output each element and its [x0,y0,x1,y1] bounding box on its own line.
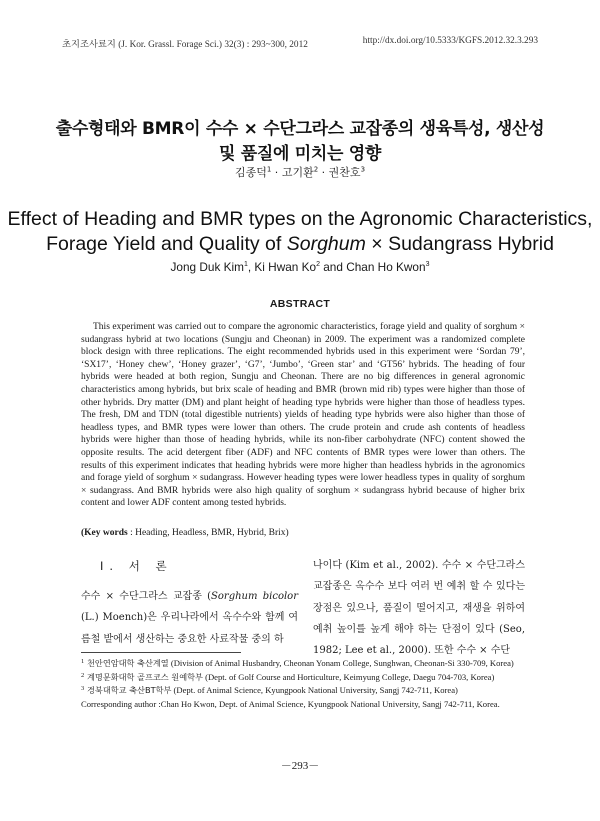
affiliation-ko: 경북대학교 축산BT학부 [87,685,172,695]
korean-title-line1: 출수형태와 BMR이 수수 × 수단그라스 교잡종의 생육특성, 생산성 [55,119,545,139]
footnote-divider [81,652,241,653]
keywords-text: : Heading, Headless, BMR, Hybrid, Brix) [127,528,289,538]
abstract-heading: ABSTRACT [269,298,331,310]
english-title-part: × Sudangrass Hybrid [365,233,554,255]
affiliation-ko: 천안연암대학 축산계열 [87,658,169,668]
intro-text: (L.) Moench)은 우리나라에서 옥수수와 함께 여름철 밭에서 생산하는 중요한 사료작물 중의 하 [81,612,298,645]
intro-left-column [81,586,298,650]
page-number: －293－ [280,760,320,772]
english-title-italic: Sorghum [286,233,366,255]
footnote-3 [81,684,531,698]
affiliation-en: (Dept. of Animal Science, Kyungpook National University, Sangj 742-711, Korea) [171,685,458,695]
footnote-mark: 1 [81,658,85,665]
author-en-1: Jong Duk Kim [170,260,244,274]
affiliation-en: (Dept. of Golf Course and Horticulture, Keimyung College, Daegu 704-703, Korea) [202,671,495,682]
author-en-3: and Chan Ho Kwon [319,260,426,274]
footnote-mark: 2 [81,671,85,679]
english-title-line2 [0,233,600,256]
intro-text: 수수 × 수단그라스 교잡종 ( [81,591,212,602]
english-title-line1: Effect of Heading and BMR types on the Agronomic Characteristics, [7,208,593,230]
author-ko-2: 고기환 [281,166,314,179]
korean-authors [0,164,600,180]
author-ko-2-mark: 2 [313,165,319,174]
author-ko-3: 권찬호 [328,166,361,179]
footnote-mark: 3 [81,685,85,692]
author-ko-1-mark: 1 [266,165,272,174]
corresponding-author-label: Corresponding author : [81,698,161,709]
author-ko-1: 김종덕 [234,166,267,179]
intro-right-column: 나이다 (Kim et al., 2002). 수수 × 수단그라스 교잡종은 옥수수 보다 여러 번 예취 할 수 있다는 장점은 있으나, 품질이 떨어지고, 재생을 위하여 예취 높이를 높게 해야 하는 단점이 있다 (Seo, 1982; Lee et al., 2000). 또한 수수 × 수단 [313,560,525,657]
author-en-1-mark: 1 [243,261,248,269]
corresponding-author-text: Chan Ho Kwon, Dept. of Animal Science, Kyungpook National University, Sangj 742-711, Korea. [160,698,500,709]
abstract-text: This experiment was carried out to compare the agronomic characteristics, forage yield and quality of sorghum × sudangrass hybrid at two locations (Sungju and Cheonan) in 2009. The experiment was a randomized complete block design with three replications. The eight recommended hybrids used in this experiment were ‘Sordan 79’, ‘SX17’, ‘Honey chew’, ‘Honey grazer’, ‘G7’, ‘Jumbo’, ‘Green star’ and ‘GT56’ hybrids. The heading of four hybrids were headed at both region, Sungju and Cheonan. There are no big differences in general agronomic characteristics among hybrids, but brix scale of heading and BMR (brown mid rib) types were higher than those of other hybrids. Dry matter (DM) and plant height of heading type hybrids were higher than those of headless types. The fresh, DM and TDN (total digestible nutrients) yields of heading type hybrids were also higher than those of headless types, and BMR types were lower than others. The crude protein and crude ash contents of headless hybrids were higher than those of heading hybrids, while its non-fiber carbohydrate (NFC) content showed the opposite results. The acid detergent fiber (ADF) and NFC contents of BMR types were lower than others. The results of this experiment indicates that heading hybrids were more higher than headless hybrids in the agronomics and forage yield of sorghum × sudangrass. However heading types were lower headless types in quality of sorghum × sudangrass. And BMR hybrids were also high quality of sorghum × sudangrass hybrid because of higher brix content and lower ADF content among tested hybrids. [81,322,525,509]
english-authors [0,260,600,274]
footnote-1 [81,657,531,671]
abstract-body [81,321,525,510]
corresponding-author [81,698,531,712]
author-separator: · [271,166,282,179]
keywords [81,528,525,538]
korean-title-line2: 및 품질에 미치는 영향 [219,144,381,164]
keywords-label: (Key words [81,528,128,538]
footnotes [81,657,531,711]
author-separator: · [318,166,329,179]
species-name: Sorghum bicolor [211,591,298,602]
author-en-3-mark: 3 [425,261,430,269]
section-heading-introduction: Ⅰ. 서 론 [100,559,173,573]
author-ko-3-mark: 3 [360,165,366,174]
doi-link[interactable]: http://dx.doi.org/10.5333/KGFS.2012.32.3.293 [362,36,538,46]
journal-citation: 초지조사료지 (J. Kor. Grassl. Forage Sci.) 32(3) : 293~300, 2012 [62,40,308,50]
english-title-part: Forage Yield and Quality of [46,233,287,255]
author-en-2-mark: 2 [316,261,320,269]
affiliation-ko: 계명문화대학 골프코스 원예학부 [87,671,203,682]
footnote-2 [81,671,531,685]
author-en-2: , Ki Hwan Ko [247,260,317,274]
affiliation-en: (Division of Animal Husbandry, Cheonan Yonam College, Sunghwan, Cheonan-Si 330-709, Korea) [168,658,514,668]
